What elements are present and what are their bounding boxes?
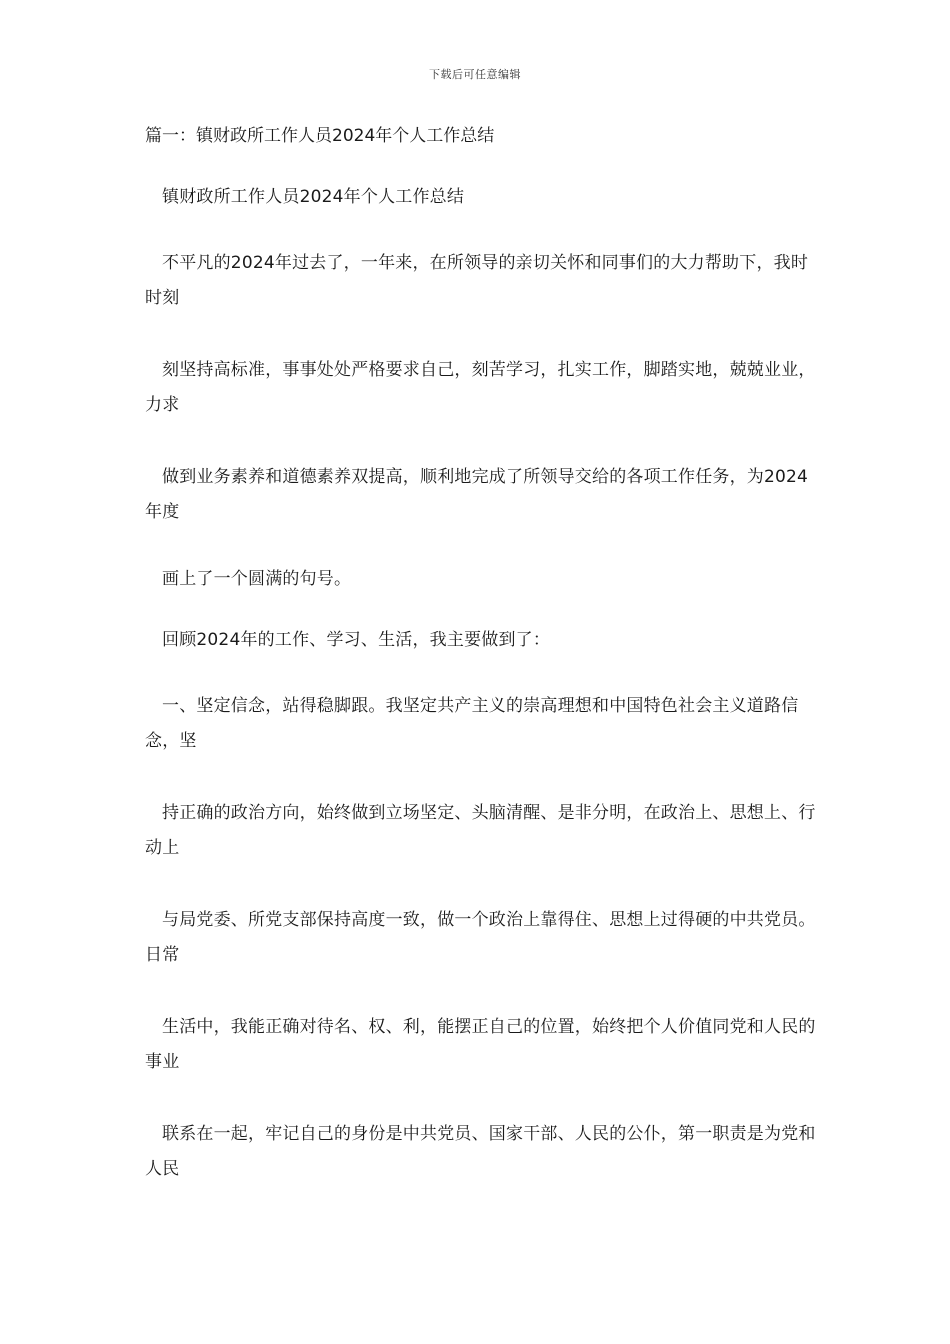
header-note: 下载后可任意编辑	[429, 68, 521, 81]
paragraph: 不平凡的2024年过去了，一年来，在所领导的亲切关怀和同事们的大力帮助下，我时时刻	[145, 253, 809, 308]
paragraph: 做到业务素养和道德素养双提高，顺利地完成了所领导交给的各项工作任务，为2024年度	[145, 467, 809, 522]
paragraph: 回顾2024年的工作、学习、生活，我主要做到了：	[162, 630, 551, 650]
paragraph: 画上了一个圆满的句号。	[162, 569, 352, 589]
paragraph: 联系在一起，牢记自己的身份是中共党员、国家干部、人民的公仆，第一职责是为党和人民	[145, 1124, 816, 1179]
paragraph-subtitle: 镇财政所工作人员2024年个人工作总结	[162, 187, 465, 207]
document-body	[145, 124, 825, 1224]
paragraph: 生活中，我能正确对待名、权、利，能摆正自己的位置，始终把个人价值同党和人民的事业	[145, 1017, 816, 1072]
document-title: 篇一：镇财政所工作人员2024年个人工作总结	[145, 126, 495, 146]
paragraph: 持正确的政治方向，始终做到立场坚定、头脑清醒、是非分明，在政治上、思想上、行动上	[145, 803, 816, 858]
paragraph: 与局党委、所党支部保持高度一致，做一个政治上靠得住、思想上过得硬的中共党员。日常	[145, 910, 816, 965]
paragraph: 刻坚持高标准，事事处处严格要求自己，刻苦学习，扎实工作，脚踏实地，兢兢业业，力求	[145, 360, 816, 415]
paragraph: 一、坚定信念，站得稳脚跟。我坚定共产主义的崇高理想和中国特色社会主义道路信念，坚	[145, 696, 799, 751]
